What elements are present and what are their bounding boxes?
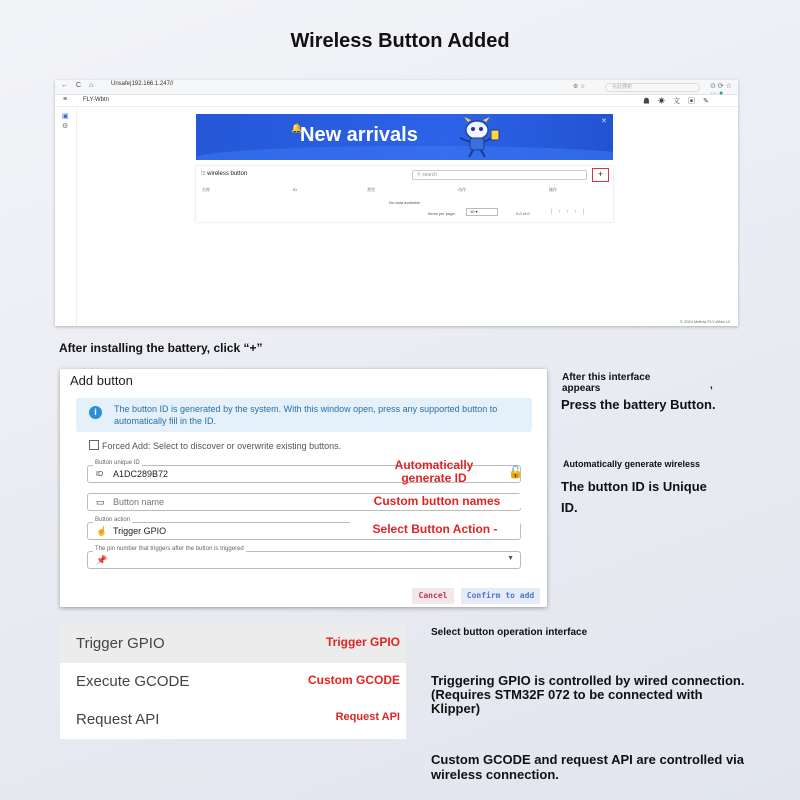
annotation-select-action: Select Button Action - [350,522,520,536]
info-icon: i [89,406,102,419]
bell-icon: 🔔 [291,123,303,133]
field-legend: The pin number that triggers after the button is triggered [95,546,244,552]
menu-item-request-api[interactable] [60,701,406,739]
dialog-title: Add button [70,373,133,388]
menu-item-annotation: Custom GCODE [307,673,400,687]
column-header[interactable]: 操作 [549,187,557,192]
pagination-arrows-icon[interactable]: |‹‹›| [551,209,591,215]
menu-item-annotation: Request API [335,711,400,723]
sliders-icon: ⫶⫶⫶ [201,171,208,177]
menu-item-label: Trigger GPIO [76,635,165,652]
field-legend: Button unique ID [95,460,140,466]
add-button[interactable]: + [592,168,609,182]
info-text: The button ID is generated by the system. With this window open, press any supported button to automatically fill in the ID. [114,404,498,426]
menu-item-execute-gcode[interactable] [60,663,406,701]
chevron-down-icon[interactable]: ▼ [507,555,514,562]
checkbox-icon[interactable] [89,440,99,450]
side-note: The button ID is Unique ID. [561,479,707,515]
column-header[interactable]: 动作 [458,187,466,192]
banner-text: New arrivals [300,124,418,146]
button-name-placeholder[interactable]: Button name [113,497,165,507]
close-icon[interactable]: ✕ [601,118,607,125]
settings-icon[interactable]: ⚙ [62,123,69,130]
empty-message: No data available [389,200,420,205]
nav-buttons-icon[interactable]: ← C ⌂ [61,82,97,89]
bottom-note: Triggering GPIO is controlled by wired connection. (Requires STM32F 072 to be connected with Klipper) [431,673,745,716]
browser-toolbar [55,80,738,95]
table-search-input[interactable]: ⚲ search [412,170,587,180]
instruction-text: After installing the battery, click “+” [59,341,263,355]
items-per-page-select[interactable]: 10 ▾ [466,208,498,216]
browser-window [55,80,738,326]
menu-item-trigger-gpio[interactable] [60,625,406,663]
bottom-note: Select button operation interface [431,627,588,638]
url-text[interactable]: Unsafe|192.166.1.247// [111,81,174,87]
reader-icon[interactable]: ⚙ ☆ [573,84,586,90]
side-rail [55,108,77,326]
button-action-value[interactable]: Trigger GPIO [113,526,167,536]
menu-item-annotation: Trigger GPIO [325,635,400,649]
confirm-button[interactable]: Confirm to add [461,588,540,604]
side-note: Automatically generate wireless [563,459,701,469]
browser-actions-icon[interactable]: ⊙ ⟳ ☆ ··· ● [710,83,732,97]
field-legend: Button action [95,517,131,523]
bottom-note: Custom GCODE and request API are controlled via wireless connection. [431,752,745,782]
hamburger-icon[interactable]: ≡ [63,96,68,103]
menu-item-label: Execute GCODE [76,673,190,690]
name-card-icon: ▭ [96,497,105,507]
app-bar [55,95,738,107]
column-header[interactable]: ID [293,187,297,192]
page-title: Wireless Button Added [290,30,510,52]
button-list-icon[interactable]: ▣ [62,113,69,120]
app-toolbar-icons[interactable]: ☗☀文▣✎ [643,98,717,105]
forced-add-checkbox[interactable]: Forced Add: Select to discover or overwrite existing buttons. [89,440,341,451]
column-header[interactable]: 类型 [367,187,375,192]
app-name: FLY-Wbtn [83,97,110,103]
cancel-button[interactable]: Cancel [412,588,454,604]
column-header[interactable]: 名称 [202,187,210,192]
id-icon: ID [96,471,103,478]
side-note: Press the battery Button. [561,397,716,412]
copyright: © 2024 Mellow FLY-Wbtn UI [679,319,730,324]
browser-search[interactable]: 在此搜索 [605,83,700,92]
mascot-illustration [451,116,503,158]
action-menu [60,625,406,739]
menu-item-label: Request API [76,711,160,728]
info-alert [76,398,532,432]
side-note: After this interface appears [562,372,651,394]
side-note-mark: , [710,380,713,391]
banner-wave [196,146,613,160]
add-button-dialog [60,369,547,607]
annotation-auto-id: Automatically generate ID [394,458,474,485]
pin-number-field[interactable] [87,546,521,569]
touch-icon: ☝ [96,526,108,536]
unlock-icon[interactable]: 🔓 [508,465,523,479]
pin-icon: 📌 [96,555,108,565]
annotation-custom-names: Custom button names [352,494,522,508]
table-title: ⫶⫶⫶ wireless button [201,171,248,177]
button-table-card [196,166,613,222]
button-id-value[interactable]: A1DC289B72 [113,469,169,479]
banner [196,114,613,160]
items-per-page-label: Items per page: [428,211,456,216]
page-range: 0-0 of 0 [516,211,530,216]
